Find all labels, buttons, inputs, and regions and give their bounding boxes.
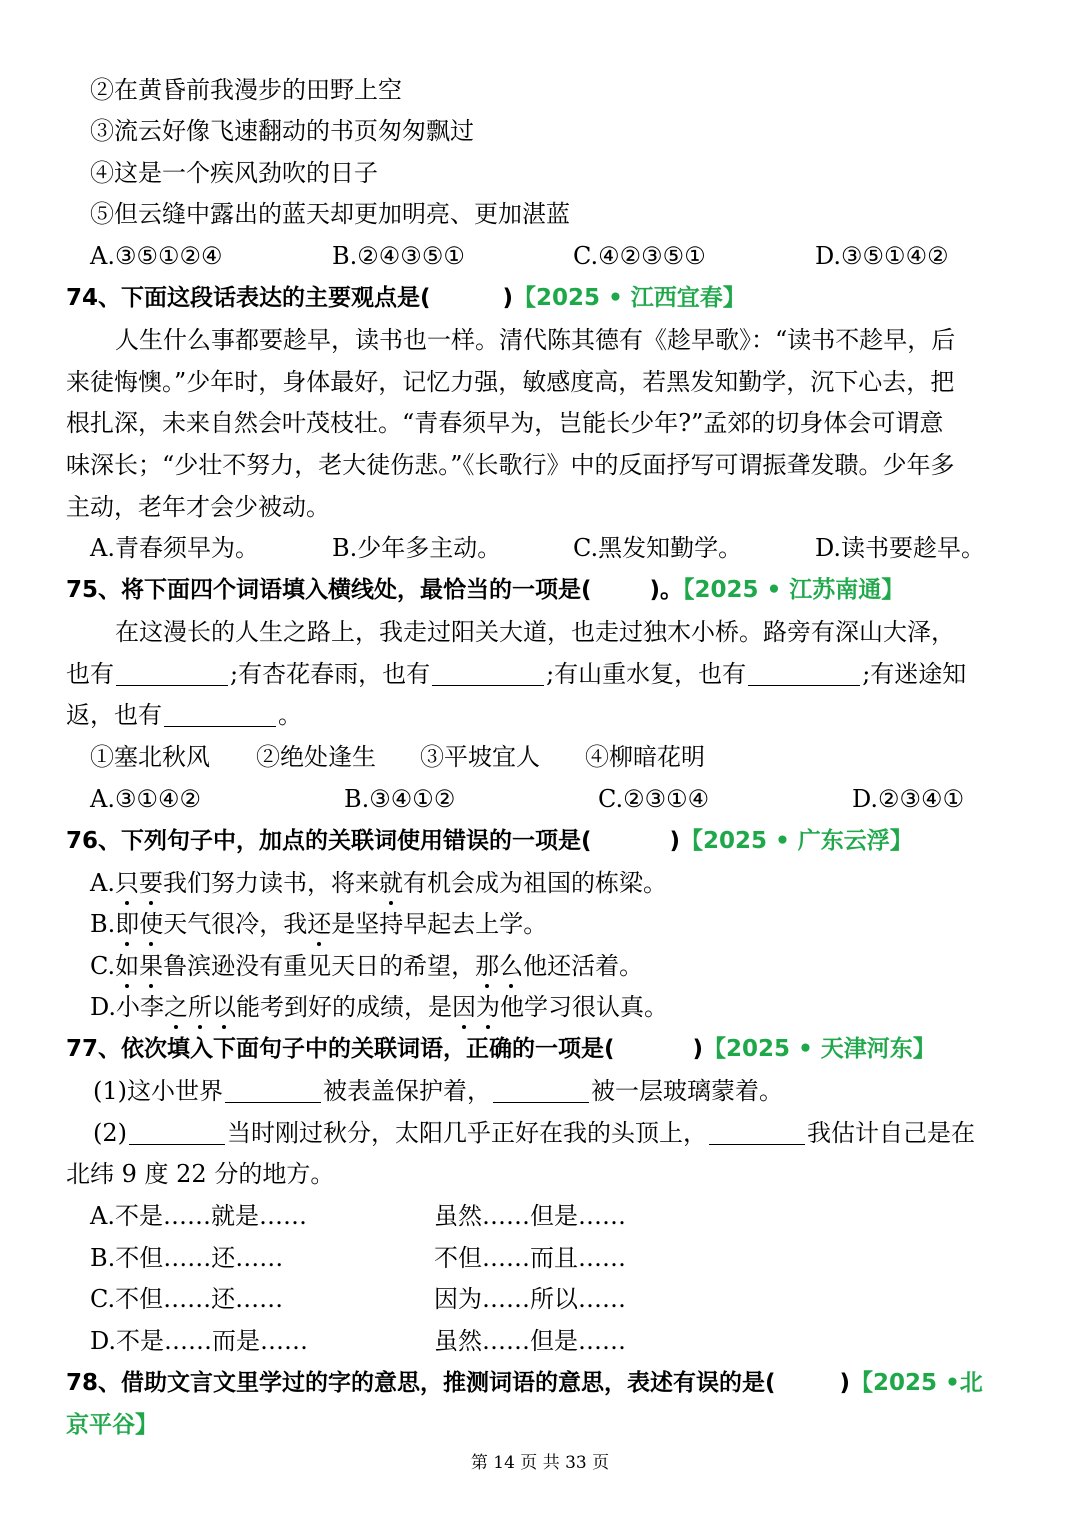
q73-option-c: C.④②③⑤① [573, 242, 706, 270]
option-text: 我们努力读书，将来 [162, 869, 379, 897]
fill-blank-5 [225, 1078, 321, 1103]
emphasis-char: 为 [476, 990, 500, 1024]
q74-source: 【2025 • 江西宜春】 [513, 285, 746, 311]
q76-option-c [90, 949, 643, 983]
q75-paren-close: )。 [649, 577, 684, 603]
q77-sentence-2-cont: 北纬 9 度 22 分的地方。 [66, 1160, 335, 1188]
q74-option-d: D.读书要趁早。 [815, 534, 986, 562]
emphasis-char: 只 [115, 866, 139, 900]
q75-stem [66, 573, 904, 607]
emphasis-char: 所 [188, 990, 212, 1024]
emphasis-char: 要 [139, 866, 163, 900]
q74-stem-text: 74、下面这段话表达的主要观点是( [66, 285, 431, 311]
q77-text-seg: 被表盖保护着， [323, 1077, 491, 1105]
q76-paren-close: ) [669, 828, 681, 854]
fill-blank-6 [493, 1078, 589, 1103]
emphasis-char: 么 [499, 949, 523, 983]
q75-text-seg: ;有迷途知 [862, 660, 967, 688]
q75-passage-line-3 [66, 698, 302, 732]
fill-blank-7 [129, 1120, 225, 1145]
q74-passage-line-4: 味深长；“少壮不努力，老大徒伤悲。”《长歌行》中的反面抒写可谓振聋发聩。少年多 [66, 451, 955, 479]
q73-option-d: D.③⑤①④② [815, 242, 949, 270]
q75-option-a: A.③①④② [90, 785, 202, 813]
q76-source: 【2025 • 广东云浮】 [680, 828, 913, 854]
q77-text-seg: (2) [93, 1119, 127, 1147]
q75-option-b: B.③④①② [344, 785, 456, 813]
emphasis-char: 那 [475, 949, 499, 983]
q75-word-1: ①塞北秋风 [90, 743, 210, 771]
q74-option-a: A.青春须早为。 [90, 534, 259, 562]
q76-stem-text: 76、下列句子中，加点的关联词使用错误的一项是( [66, 828, 592, 854]
emphasis-char: 果 [139, 949, 163, 983]
q77-option-c-2: 因为……所以…… [434, 1285, 626, 1313]
q77-option-a-2: 虽然……但是…… [434, 1202, 626, 1230]
option-text: 能考到好的成绩，是 [236, 993, 453, 1021]
q78-source: 【2025 •北 [850, 1370, 983, 1396]
q77-sentence-1 [93, 1074, 783, 1108]
q73-option-b: B.②④③⑤① [332, 242, 465, 270]
q76-option-a [90, 866, 667, 900]
q75-text-seg: ;有山重水复，也有 [546, 660, 747, 688]
option-text: 他还活着。 [523, 952, 644, 980]
q75-text-seg: 。 [278, 701, 302, 729]
q76-stem [66, 824, 913, 858]
q74-option-c: C.黑发知勤学。 [573, 534, 743, 562]
q74-stem [66, 281, 746, 315]
q77-text-seg: (1)这小世界 [93, 1077, 223, 1105]
option-text: 有机会成为祖国的栋梁。 [402, 869, 667, 897]
q77-option-c-1: C.不但……还…… [90, 1285, 284, 1313]
q75-text-seg: ;有杏花春雨，也有 [230, 660, 431, 688]
fill-blank-3 [748, 661, 860, 686]
q77-paren-close: ) [692, 1036, 704, 1062]
item-3: ③流云好像飞速翻动的书页匆匆飘过 [90, 117, 474, 145]
fill-blank-2 [432, 661, 544, 686]
q77-option-d-2: 虽然……但是…… [434, 1327, 626, 1355]
option-letter: B. [90, 910, 116, 938]
q77-source: 【2025 • 天津河东】 [703, 1036, 936, 1062]
emphasis-char: 使 [139, 907, 163, 941]
footer-text: 页 [592, 1453, 610, 1473]
q75-option-d: D.②③④① [852, 785, 965, 813]
q75-text-seg: 返，也有 [66, 701, 162, 729]
q76-option-d [90, 990, 668, 1024]
option-text: 是坚持早起去上学。 [331, 910, 548, 938]
q74-passage-line-2: 来徒悔懊。”少年时，身体最好，记忆力强，敏感度高，若黑发知勤学，沉下心去，把 [66, 368, 955, 396]
page-footer [0, 1452, 1080, 1474]
q73-option-a: A.③⑤①②④ [90, 242, 223, 270]
option-letter: A. [90, 869, 115, 897]
emphasis-char: 如 [115, 949, 139, 983]
q77-option-d-1: D.不是……而是…… [90, 1327, 309, 1355]
q77-stem [66, 1032, 936, 1066]
emphasis-char: 即 [115, 907, 139, 941]
q78-source-cont: 京平谷】 [66, 1412, 158, 1438]
item-2: ②在黄昏前我漫步的田野上空 [90, 76, 402, 104]
q75-word-3: ③平坡宜人 [420, 743, 540, 771]
q78-stem [66, 1366, 983, 1400]
emphasis-char: 之 [164, 990, 188, 1024]
option-text: 鲁滨逊没有重见天日的希望， [163, 952, 476, 980]
option-text: 天气很冷，我 [163, 910, 308, 938]
q77-sentence-2 [93, 1116, 975, 1150]
item-4: ④这是一个疾风劲吹的日子 [90, 159, 378, 187]
option-letter: C. [90, 952, 116, 980]
q74-option-b: B.少年多主动。 [332, 534, 502, 562]
q77-text-seg: 被一层玻璃蒙着。 [591, 1077, 783, 1105]
q75-passage-line-2 [66, 657, 966, 691]
q77-text-seg: 我估计自己是在 [807, 1119, 975, 1147]
q76-option-b [90, 907, 547, 941]
q78-paren-close: ) [839, 1370, 851, 1396]
footer-text: 页 共 [520, 1453, 560, 1473]
option-text: 他学习很认真。 [500, 993, 669, 1021]
emphasis-char: 以 [212, 990, 236, 1024]
emphasis-char: 因 [452, 990, 476, 1024]
q75-passage-line-1: 在这漫长的人生之路上，我走过阳关大道，也走过独木小桥。路旁有深山大泽， [115, 618, 955, 646]
fill-blank-8 [709, 1120, 805, 1145]
footer-text: 第 [470, 1453, 488, 1473]
emphasis-char: 还 [307, 907, 331, 941]
q75-word-2: ②绝处逢生 [256, 743, 376, 771]
q75-word-4: ④柳暗花明 [585, 743, 705, 771]
q77-stem-text: 77、依次填入下面句子中的关联词语，正确的一项是( [66, 1036, 615, 1062]
q74-passage-line-5: 主动，老年才会少被动。 [66, 493, 330, 521]
q74-passage-line-3: 根扎深，未来自然会叶茂枝壮。“青春须早为，岂能长少年?”孟郊的切身体会可谓意 [66, 409, 944, 437]
q74-passage-line-1: 人生什么事都要趁早，读书也一样。清代陈其德有《趁早歌》：“读书不趁早，后 [115, 326, 956, 354]
q75-source: 【2025 • 江苏南通】 [683, 577, 905, 603]
q77-option-b-1: B.不但……还…… [90, 1244, 284, 1272]
fill-blank-4 [164, 702, 276, 727]
q77-option-a-1: A.不是……就是…… [90, 1202, 307, 1230]
option-text: D.小李 [90, 993, 165, 1021]
page-number: 14 [493, 1453, 515, 1473]
q77-option-b-2: 不但……而且…… [434, 1244, 626, 1272]
q75-stem-text: 75、将下面四个词语填入横线处，最恰当的一项是( [66, 577, 592, 603]
q75-text-seg: 也有 [66, 660, 114, 688]
q78-stem-text: 78、借助文言文里学过的字的意思，推测词语的意思，表述有误的是( [66, 1370, 776, 1396]
emphasis-char: 就 [379, 866, 403, 900]
fill-blank-1 [116, 661, 228, 686]
q75-option-c: C.②③①④ [598, 785, 710, 813]
q77-text-seg: 当时刚过秋分，太阳几乎正好在我的头顶上， [227, 1119, 707, 1147]
q74-paren-close: ) [502, 285, 514, 311]
item-5: ⑤但云缝中露出的蓝天却更加明亮、更加湛蓝 [90, 200, 570, 228]
total-pages: 33 [565, 1453, 587, 1473]
